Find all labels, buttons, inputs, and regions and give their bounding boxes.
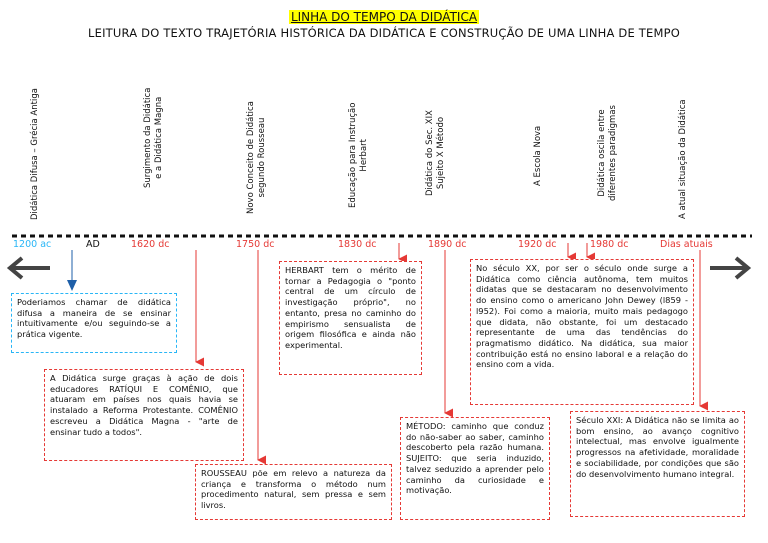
arrow-right-icon <box>710 258 748 278</box>
box-didatica-difusa: Poderiamos chamar de didática difusa a maneira de se ensinar intuitivamente e/ou seguindo-se a prática vigente. <box>11 293 177 353</box>
period-label-magna: Surgimento da Didática e a Didática Magna <box>143 87 164 188</box>
box-herbart: HERBART tem o mérito de tornar a Pedagogia o "ponto central de um círculo de investigação próprio", no entanto, presa no caminho do empirismo sensualista de origem filosófica e ainda não experimental. <box>279 261 422 375</box>
period-label-escola-nova: A Escola Nova <box>533 125 543 186</box>
connector-difusa <box>67 250 77 291</box>
year-1750: 1750 dc <box>236 239 275 250</box>
year-1890: 1890 dc <box>428 239 467 250</box>
box-escola-nova: No século XX, por ser o século onde surge a Didática como ciência autônoma, tem muitos didatas que se destacaram no desenvolvimento do ensino como o americano John Dewey (l859 - l952). Foi como a maioria, muito mais pedagogo que didata, não obstante, foi um destacado representante de uma das tendências do pragmatismo didático. Na didática, sua maior contribuição está no ensino laboral e a relação do ensino com a vida. <box>470 259 694 405</box>
year-ad: AD <box>86 239 100 250</box>
period-label-herbart: Educação para Instrução Herbart <box>348 102 369 208</box>
year-1830: 1830 dc <box>338 239 377 250</box>
year-1980: 1980 dc <box>590 239 629 250</box>
year-dias-atuais: Dias atuais <box>660 239 713 250</box>
period-label-atual: A atual situação da Didática <box>678 99 688 219</box>
year-1200-ac: 1200 ac <box>13 239 52 250</box>
period-label-sec-xix: Didática do Sec. XIX Sujeito X Método <box>425 110 446 196</box>
timeline-subtitle: LEITURA DO TEXTO TRAJETÓRIA HISTÓRICA DA DIDÁTICA E CONSTRUÇÃO DE UMA LINHA DE TEMPO <box>88 26 680 40</box>
year-1620: 1620 dc <box>131 239 170 250</box>
timeline-title: LINHA DO TEMPO DA DIDÁTICA <box>290 10 478 24</box>
box-didatica-magna: A Didática surge graças à ação de dois educadores RATÍQUI E COMÊNIO, que atuaram em países nos quais havia se instalado a Reforma Protestante. COMÊNIO escreveu a Didática Magna - "arte de ensinar tudo a todos". <box>44 369 244 461</box>
box-metodo-sujeito: MÉTODO: caminho que conduz do não-saber ao saber, caminho descoberto pela razão humana. SUJEITO: que seria induzido, talvez seduzido a aprender pelo caminho da curiosidade e motivação. <box>400 417 550 520</box>
box-rousseau: ROUSSEAU põe em relevo a natureza da criança e transforma o método num procedimento natural, sem pressa e sem livros. <box>195 464 392 520</box>
box-atual-situacao: Século XXI: A Didática não se limita ao bom ensino, ao avanço cognitivo intelectual, mas envolve igualmente progressos na afetividade, moralidade e sociabilidade, por condições que são do desenvolvimento humano integral. <box>570 411 745 517</box>
arrow-left-icon <box>10 258 50 278</box>
year-1920: 1920 dc <box>518 239 557 250</box>
period-label-difusa: Didática Difusa – Grécia Antiga <box>30 88 40 220</box>
period-label-rousseau: Novo Conceito de Didática segundo Rousseau <box>246 101 267 214</box>
period-label-paradigmas: Didática oscila entre diferentes paradigmas <box>597 105 618 201</box>
